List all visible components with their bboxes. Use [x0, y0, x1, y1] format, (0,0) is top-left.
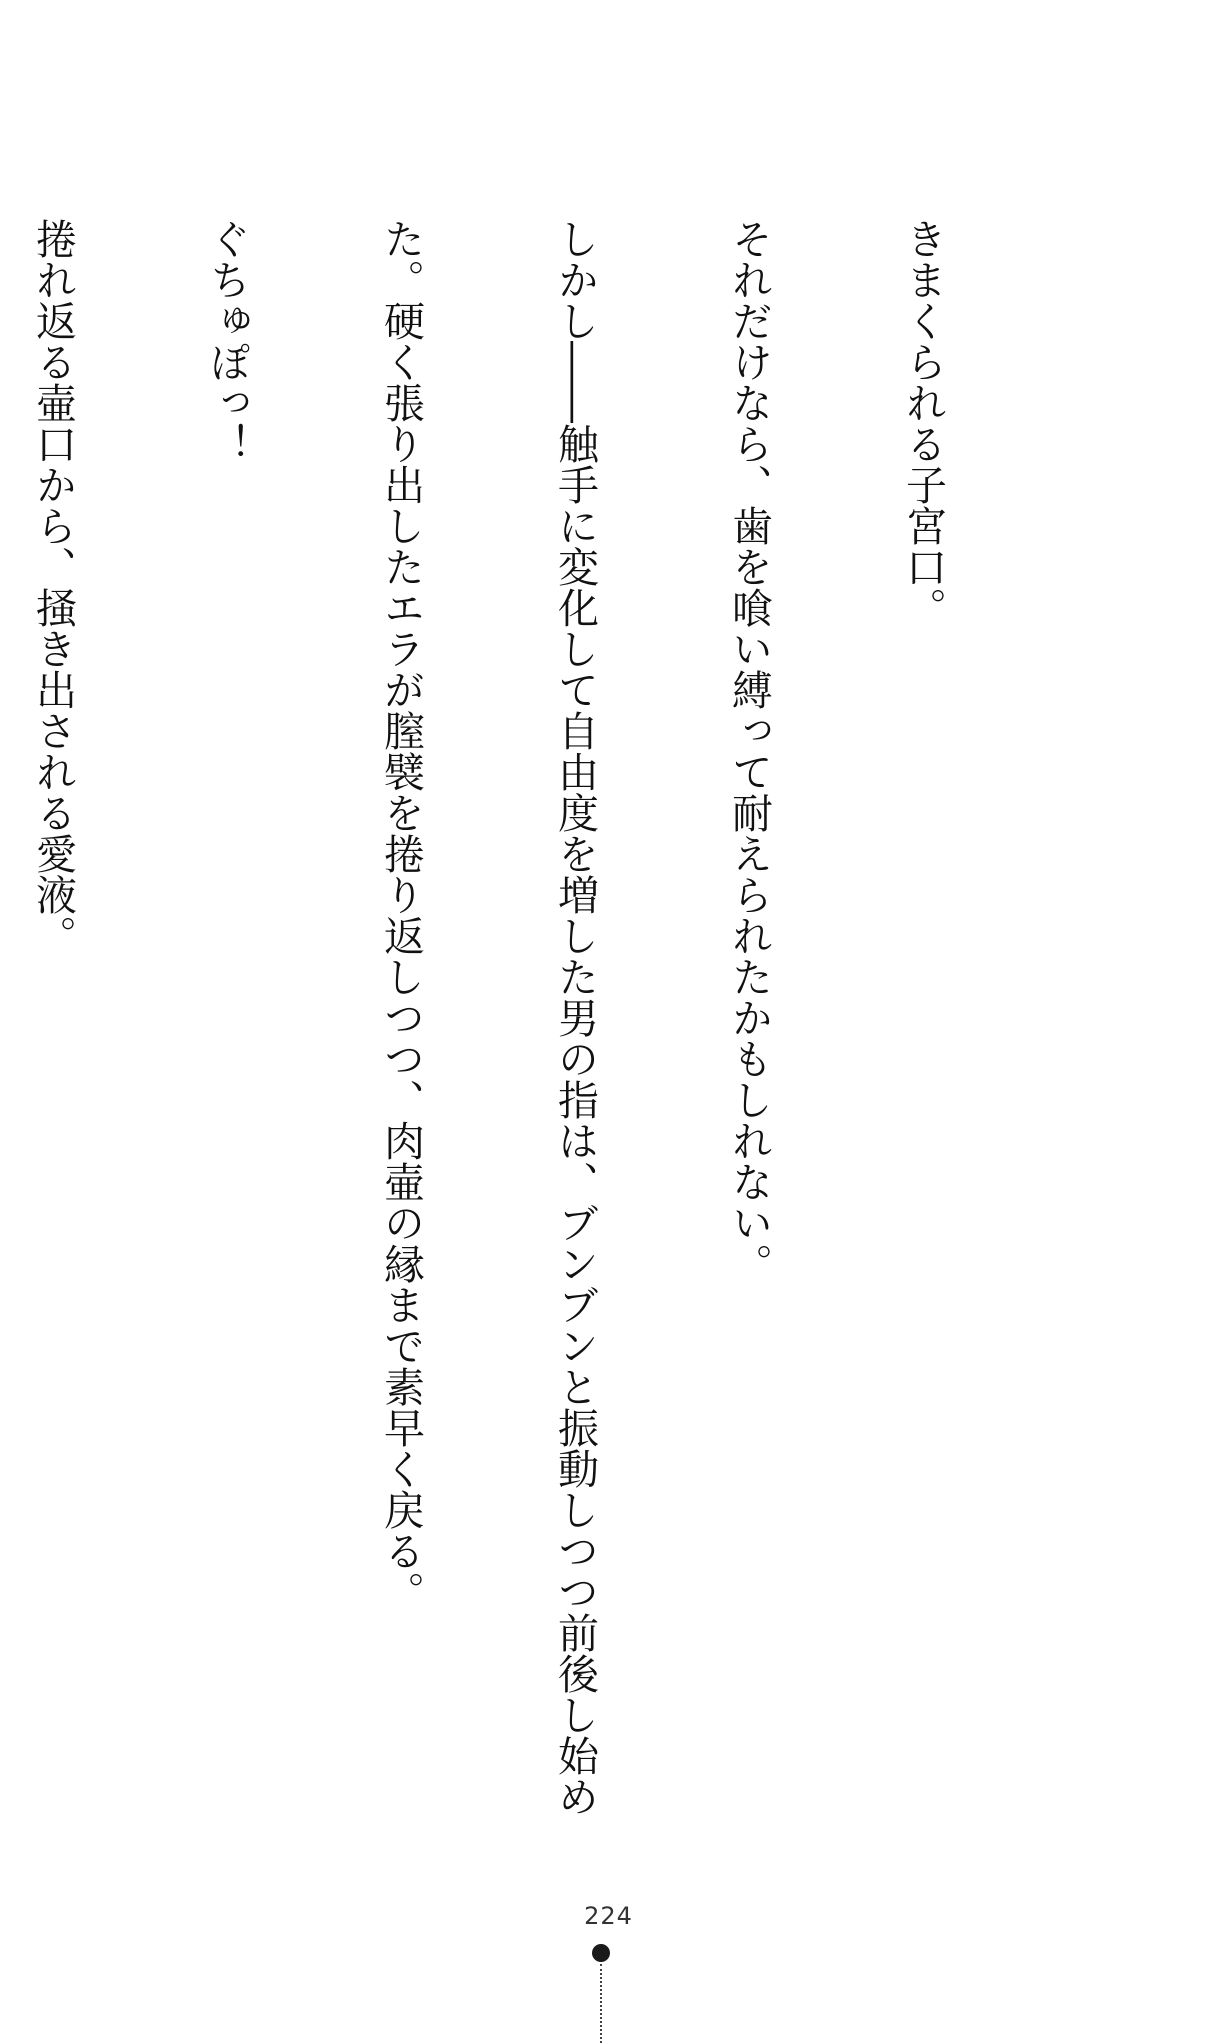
text-line: ぐちゅぽっ！ — [203, 218, 251, 464]
page-marker-dotted-line — [600, 1964, 602, 2043]
text-line: た。硬く張り出したエラが膣襞を捲り返しつつ、肉壷の縁まで素早く戻る。 — [377, 218, 425, 1612]
page-number: 224 — [584, 1902, 633, 1930]
text-line: 捲れ返る壷口から、掻き出される愛液。 — [29, 218, 77, 956]
vertical-text-body — [29, 218, 1068, 1817]
text-line: しかし――触手に変化して自由度を増した男の指は、ブンブンと振動しつつ前後し始め — [551, 218, 599, 1817]
text-line: きまくられる子宮口。 — [899, 218, 947, 628]
text-line: それだけなら、歯を喰い縛って耐えられたかもしれない。 — [725, 218, 773, 1284]
page-marker-dot-icon — [592, 1944, 610, 1962]
